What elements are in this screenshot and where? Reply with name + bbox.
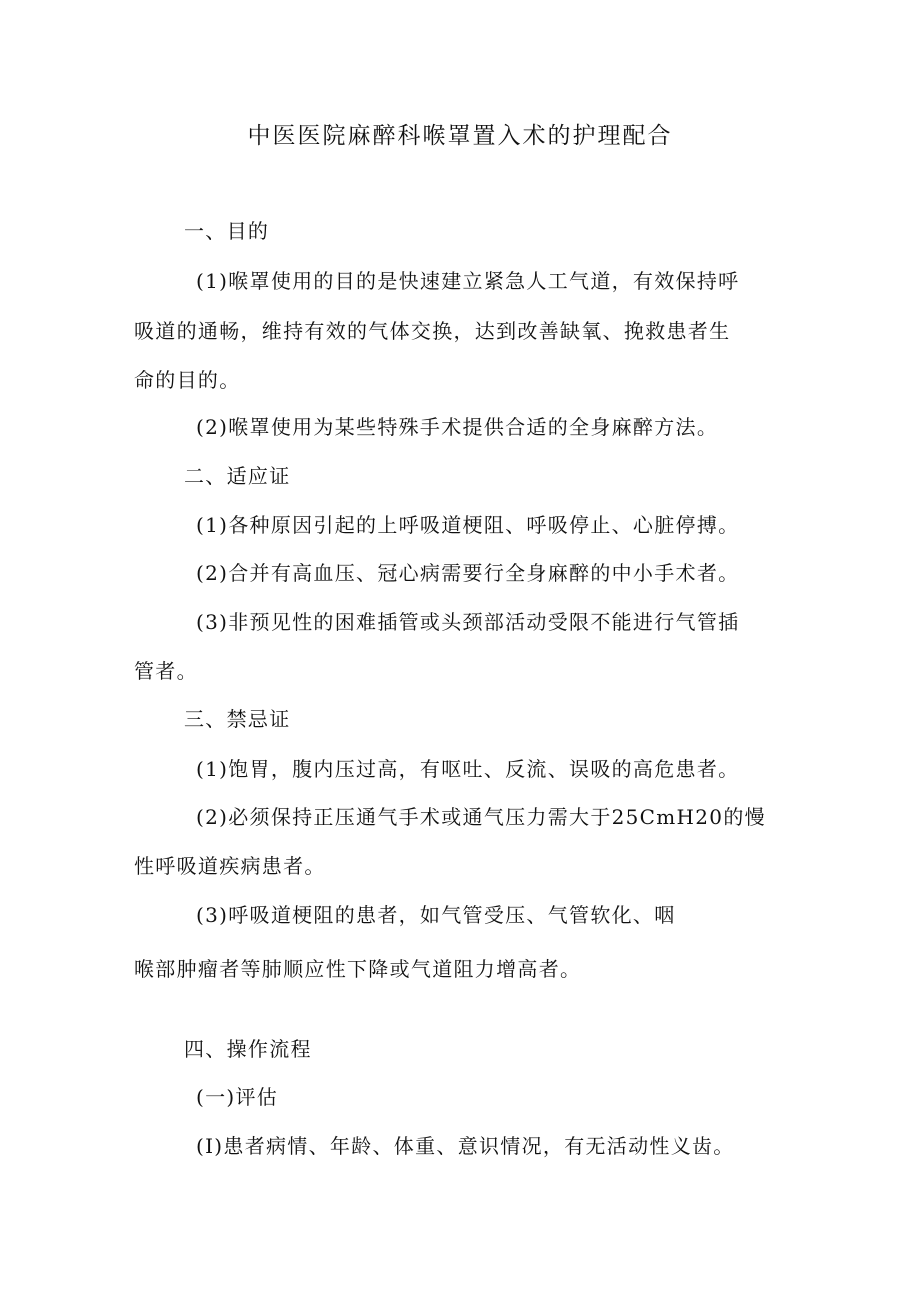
section-heading-procedure: 四、操作流程 <box>184 1037 312 1061</box>
paragraph-line: 喉部肿瘤者等肺顺应性下降或气道阻力增高者。 <box>134 957 582 981</box>
paragraph-line: (1)各种原因引起的上呼吸道梗阻、呼吸停止、心脏停搏。 <box>196 513 740 537</box>
section-heading-purpose: 一、目的 <box>184 219 270 243</box>
subsection-heading-assessment: (一)评估 <box>196 1085 279 1109</box>
paragraph-line: 管者。 <box>134 659 198 683</box>
paragraph-line: 性呼吸道疾病患者。 <box>134 854 326 878</box>
paragraph-line: (3)呼吸道梗阻的患者，如气管受压、气管软化、咽 <box>196 903 676 927</box>
paragraph-line: (2)必须保持正压通气手术或通气压力需大于25CmH20的慢 <box>196 805 766 829</box>
paragraph-line: (3)非预见性的困难插管或头颈部活动受限不能进行气管插 <box>196 610 740 634</box>
section-heading-contraindications: 三、禁忌证 <box>184 707 291 731</box>
paragraph-line: (2)喉罩使用为某些特殊手术提供合适的全身麻醉方法。 <box>196 415 719 439</box>
paragraph-line: (1)喉罩使用的目的是快速建立紧急人工气道，有效保持呼 <box>196 269 740 293</box>
paragraph-line: (1)饱胃，腹内压过高，有呕吐、反流、误吸的高危患者。 <box>196 757 740 781</box>
section-heading-indications: 二、适应证 <box>184 464 291 488</box>
paragraph-line: 吸道的通畅，维持有效的气体交换，达到改善缺氧、挽救患者生 <box>134 319 731 343</box>
paragraph-line: 命的目的。 <box>134 368 241 392</box>
paragraph-line: (I)患者病情、年龄、体重、意识情况，有无活动性义齿。 <box>196 1134 735 1158</box>
paragraph-line: (2)合并有高血压、冠心病需要行全身麻醉的中小手术者。 <box>196 561 740 585</box>
document-title: 中医医院麻醉科喉罩置入术的护理配合 <box>247 123 673 149</box>
